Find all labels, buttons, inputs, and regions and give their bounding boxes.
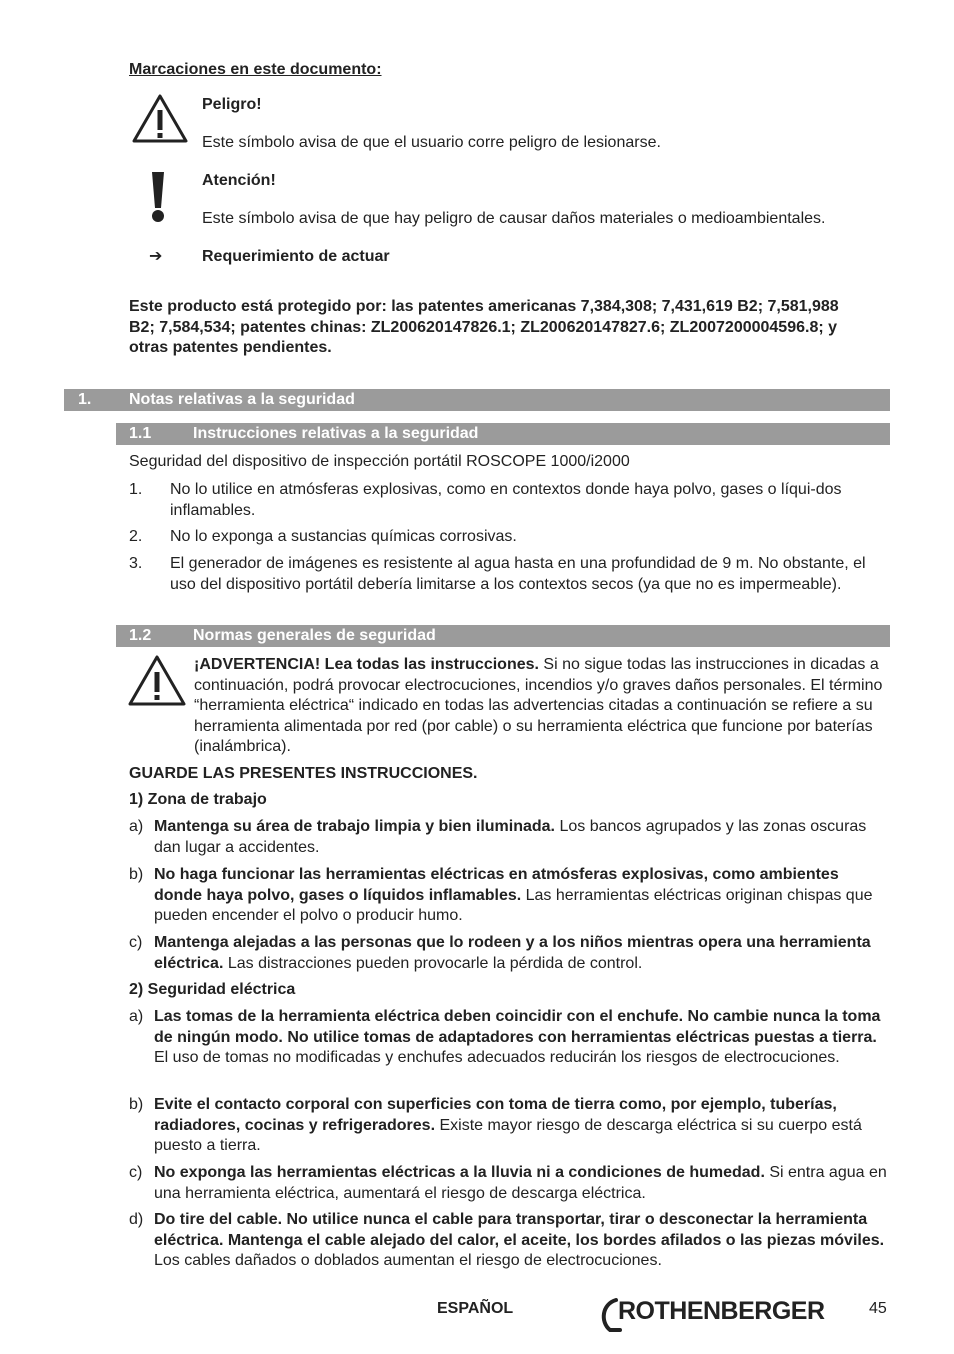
- section-1-1-bar: [116, 423, 890, 445]
- item-bold: Mantenga su área de trabajo limpia y bien iluminada.: [154, 818, 555, 835]
- section-1-bar: [64, 389, 890, 411]
- item-bold: Mantenga alejadas a las personas que lo rodeen y a los niños mientras opera una herramienta eléctrica.: [154, 934, 871, 972]
- item-marker: b): [129, 1096, 144, 1113]
- item-text: Los cables dañados o doblados aumentan el riesgo de electrocuciones.: [154, 1252, 662, 1269]
- electric-safety-heading: 2) Seguridad eléctrica: [129, 981, 296, 998]
- item-marker: c): [129, 1164, 143, 1181]
- item-bold: No haga funcionar las herramientas eléctricas en atmósferas explosivas, como ambientes donde haya polvo, gases o líquidos inflamables.: [154, 866, 839, 904]
- arrow-right-icon: ➔: [149, 248, 163, 265]
- item-bold: Do tire del cable. No utilice nunca el cable para transportar, tirar o desconectar la herramienta eléctrica. Mantenga el cable alejado del calor, el aceite, los bordes afilados o las piezas móviles.: [154, 1211, 885, 1249]
- electric-item: [154, 1095, 890, 1157]
- list-item-number: 1.: [129, 481, 143, 498]
- section-1-1-intro: Seguridad del dispositivo de inspección portátil ROSCOPE 1000/i2000: [129, 453, 630, 470]
- item-marker: d): [129, 1211, 144, 1228]
- list-item-text: No lo exponga a sustancias químicas corrosivas.: [170, 528, 517, 545]
- section-1-number: 1.: [78, 391, 92, 408]
- general-warning-bold: ¡ADVERTENCIA! Lea todas las instrucciones.: [194, 656, 539, 673]
- work-area-item: [154, 817, 890, 858]
- section-1-2-number: 1.2: [129, 627, 152, 644]
- attention-text: Este símbolo avisa de que hay peligro de causar daños materiales o medioambientales.: [202, 210, 826, 227]
- item-bold: No exponga las herramientas eléctricas a la lluvia ni a condiciones de humedad.: [154, 1164, 765, 1181]
- work-area-item: [154, 933, 890, 974]
- list-item-text: No lo utilice en atmósferas explosivas, como en contextos donde haya polvo, gases o líqui-dos inflamables.: [170, 481, 842, 519]
- section-1-2-bar: [116, 625, 890, 647]
- danger-text: Este símbolo avisa de que el usuario corre peligro de lesionarse.: [202, 134, 661, 151]
- footer-language: ESPAÑOL: [437, 1300, 514, 1317]
- general-warning-text: Si no sigue todas las instrucciones in dicadas a continuación, podrá provocar electrocuciones, incendios y/o graves daños personales. El término “herramienta eléctrica“ indicado en todas las advertencias citadas a continuación se refiere a su herramienta alimentada por red (por cable) o su herramienta eléctrica que funcione por baterías (inalámbrica).: [194, 656, 883, 755]
- action-text: Requerimiento de actuar: [202, 248, 390, 265]
- patents-text: Este producto está protegido por: las patentes americanas 7,384,308; 7,431,619 B2; 7,581,988 B2; 7,584,534; patentes chinas: ZL200620147826.1; ZL200620147827.6; ZL2007200004596.8; y otras patentes pendientes.: [129, 298, 839, 356]
- section-1-title: Notas relativas a la seguridad: [129, 391, 355, 408]
- item-text: Existe mayor riesgo de descarga eléctrica si su cuerpo está puesto a tierra.: [154, 1116, 862, 1154]
- page-number: 45: [869, 1300, 887, 1317]
- electric-item: [154, 1210, 890, 1272]
- markings-heading: Marcaciones en este documento:: [129, 61, 382, 78]
- electric-item: [154, 1163, 890, 1204]
- item-text: Las herramientas eléctricas originan chispas que pueden encender el polvo o producir humo.: [154, 886, 873, 924]
- warning-triangle-icon: [127, 654, 187, 708]
- item-text: El uso de tomas no modificadas y enchufes adecuados reducirán los riesgos de electrocuciones.: [154, 1049, 840, 1066]
- item-marker: b): [129, 866, 144, 883]
- danger-triangle-icon: [131, 93, 189, 145]
- list-item-number: 2.: [129, 528, 143, 545]
- attention-title: Atención!: [202, 172, 276, 189]
- work-area-heading: 1) Zona de trabajo: [129, 791, 267, 808]
- item-text: Si entra agua en una herramienta eléctrica, aumentará el riesgo de descarga eléctrica.: [154, 1164, 887, 1202]
- save-instructions: GUARDE LAS PRESENTES INSTRUCCIONES.: [129, 765, 478, 782]
- attention-exclamation-icon: [148, 170, 168, 224]
- logo-wordmark: ROTHENBERGER: [618, 1297, 825, 1325]
- rothenberger-logo: [596, 1296, 840, 1336]
- general-warning: [194, 655, 890, 758]
- item-text: Los bancos agrupados y las zonas oscuras dan lugar a accidentes.: [154, 818, 867, 856]
- section-1-2-title: Normas generales de seguridad: [193, 627, 436, 644]
- section-1-1-title: Instrucciones relativas a la seguridad: [193, 425, 479, 442]
- item-marker: a): [129, 1008, 144, 1025]
- item-marker: a): [129, 818, 144, 835]
- danger-title: Peligro!: [202, 96, 262, 113]
- item-bold: Las tomas de la herramienta eléctrica deben coincidir con el enchufe. No cambie nunca la toma de ningún modo. No utilice tomas de adaptadores con herramientas eléctricas puestas a tierra.: [154, 1008, 881, 1046]
- list-item-text: El generador de imágenes es resistente al agua hasta en una profundidad de 9 m. No obstante, el uso del dispositivo portátil debería limitarse a los contextos secos (ya que no es impermeable).: [170, 555, 866, 593]
- section-1-1-number: 1.1: [129, 425, 152, 442]
- electric-item: [154, 1007, 890, 1069]
- item-bold: Evite el contacto corporal con superficies con toma de tierra como, por ejemplo, tuberías, radiadores, cocinas y refrigeradores.: [154, 1096, 837, 1134]
- item-marker: c): [129, 934, 143, 951]
- work-area-item: [154, 865, 890, 927]
- item-text: Las distracciones pueden provocarle la pérdida de control.: [223, 954, 643, 972]
- list-item-number: 3.: [129, 555, 143, 572]
